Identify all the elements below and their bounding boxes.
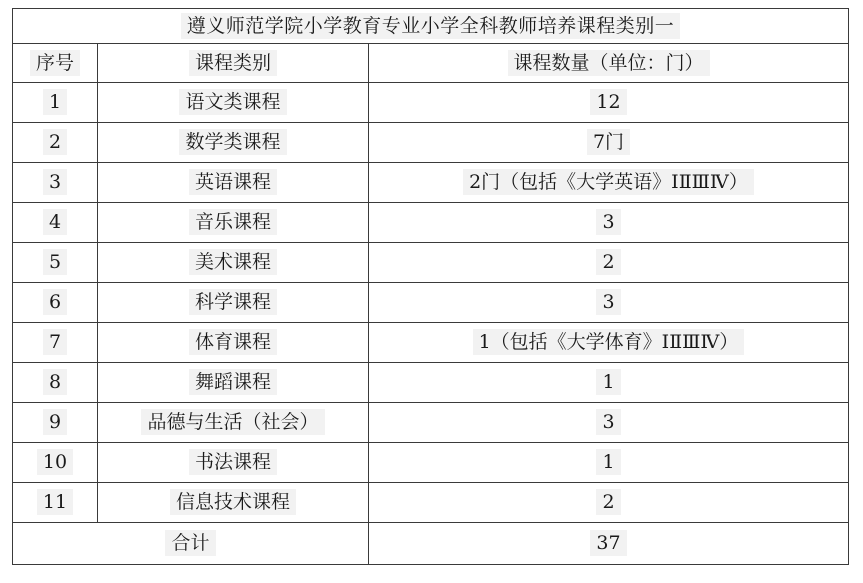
row-count: 1 — [596, 369, 620, 395]
course-table-document — [12, 8, 848, 565]
header-index — [13, 44, 98, 83]
row-index-cell — [13, 243, 98, 283]
row-index-cell — [13, 283, 98, 323]
header-category — [98, 44, 369, 83]
table-row — [13, 323, 849, 363]
table-row — [13, 243, 849, 283]
table-row — [13, 283, 849, 323]
row-count: 2门（包括《大学英语》ⅠⅡⅢⅣ） — [463, 169, 754, 195]
row-count: 2 — [596, 489, 620, 515]
row-count: 12 — [590, 89, 626, 115]
row-category-cell — [98, 363, 369, 403]
table-row — [13, 443, 849, 483]
row-category: 美术课程 — [189, 249, 277, 275]
row-index: 4 — [43, 209, 67, 235]
table-row — [13, 403, 849, 443]
row-category: 体育课程 — [189, 329, 277, 355]
row-index-cell — [13, 403, 98, 443]
row-category-cell — [98, 283, 369, 323]
row-index-cell — [13, 443, 98, 483]
row-category-cell — [98, 203, 369, 243]
table-body — [13, 83, 849, 523]
row-count: 1（包括《大学体育》ⅠⅡⅢⅣ） — [473, 329, 745, 355]
row-count-cell — [369, 323, 849, 363]
row-count-cell — [369, 403, 849, 443]
row-category-cell — [98, 403, 369, 443]
row-index-cell — [13, 323, 98, 363]
row-count: 2 — [596, 249, 620, 275]
total-count-cell — [369, 523, 849, 565]
row-index: 9 — [43, 409, 67, 435]
row-category: 科学课程 — [189, 289, 277, 315]
row-category-cell — [98, 483, 369, 523]
row-category-cell — [98, 243, 369, 283]
row-index-cell — [13, 483, 98, 523]
row-index: 6 — [43, 289, 67, 315]
row-index: 8 — [43, 369, 67, 395]
table-row — [13, 163, 849, 203]
total-label-cell — [13, 523, 369, 565]
row-count: 1 — [596, 449, 620, 475]
table-row — [13, 363, 849, 403]
header-count-label: 课程数量（单位：门） — [508, 50, 710, 76]
row-index: 2 — [43, 129, 67, 155]
row-category: 数学类课程 — [179, 129, 286, 155]
row-count: 3 — [596, 409, 620, 435]
table-row — [13, 483, 849, 523]
row-index: 3 — [43, 169, 67, 195]
table-title: 遵义师范学院小学教育专业小学全科教师培养课程类别一 — [181, 13, 681, 39]
table-title-row — [13, 9, 849, 44]
row-category-cell — [98, 323, 369, 363]
row-index-cell — [13, 163, 98, 203]
row-category: 品德与生活（社会） — [141, 409, 324, 435]
row-index-cell — [13, 203, 98, 243]
row-category: 信息技术课程 — [170, 489, 296, 515]
row-index-cell — [13, 123, 98, 163]
header-category-label: 课程类别 — [189, 50, 277, 76]
row-category-cell — [98, 123, 369, 163]
row-category: 书法课程 — [189, 449, 277, 475]
row-count-cell — [369, 443, 849, 483]
row-count-cell — [369, 123, 849, 163]
row-index: 7 — [43, 329, 67, 355]
row-index: 10 — [37, 449, 73, 475]
row-category-cell — [98, 163, 369, 203]
row-count-cell — [369, 363, 849, 403]
row-category: 语文类课程 — [179, 89, 286, 115]
row-index: 5 — [43, 249, 67, 275]
row-index-cell — [13, 83, 98, 123]
row-count-cell — [369, 163, 849, 203]
row-count-cell — [369, 283, 849, 323]
row-count: 7门 — [587, 129, 630, 155]
row-category-cell — [98, 443, 369, 483]
row-index-cell — [13, 363, 98, 403]
table-title-cell — [13, 9, 849, 44]
row-index: 1 — [43, 89, 67, 115]
header-count — [369, 44, 849, 83]
row-count-cell — [369, 483, 849, 523]
table-total-row — [13, 523, 849, 565]
row-category: 英语课程 — [189, 169, 277, 195]
row-category: 舞蹈课程 — [189, 369, 277, 395]
row-index: 11 — [37, 489, 73, 515]
table-row — [13, 123, 849, 163]
table-header-row — [13, 44, 849, 83]
header-index-label: 序号 — [30, 50, 80, 76]
row-category: 音乐课程 — [189, 209, 277, 235]
total-label: 合计 — [165, 530, 215, 556]
row-category-cell — [98, 83, 369, 123]
table-row — [13, 83, 849, 123]
course-category-table — [12, 8, 849, 565]
row-count-cell — [369, 83, 849, 123]
row-count: 3 — [596, 289, 620, 315]
row-count-cell — [369, 203, 849, 243]
row-count-cell — [369, 243, 849, 283]
total-count: 37 — [590, 530, 626, 556]
row-count: 3 — [596, 209, 620, 235]
table-row — [13, 203, 849, 243]
